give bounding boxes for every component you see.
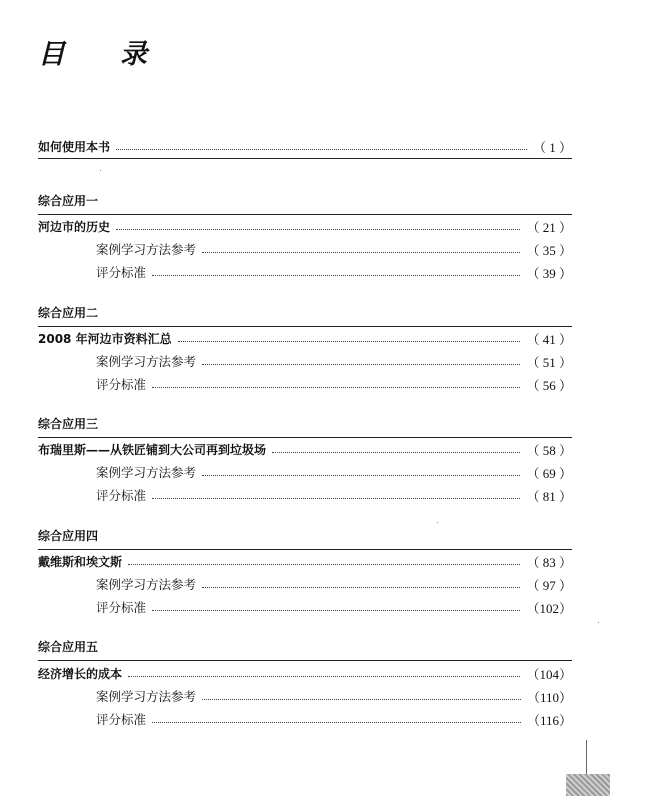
scan-speck	[100, 170, 101, 171]
toc-entry-sub[interactable]	[96, 575, 572, 593]
scan-speck	[437, 522, 438, 523]
dot-leader	[202, 252, 520, 253]
toc-entry-label: 评分标准	[96, 377, 147, 392]
dot-leader	[202, 475, 520, 476]
dot-leader	[202, 587, 520, 588]
toc-page-number: （ 83 ）	[526, 554, 572, 570]
toc-entry-main[interactable]	[38, 552, 572, 570]
dot-leader	[152, 275, 520, 276]
toc-page-number: （ 58 ）	[526, 442, 572, 458]
toc-entry-label: 评分标准	[96, 712, 147, 727]
toc-page-number: （ 35 ）	[526, 242, 572, 258]
toc-entry-label: 河边市的历史	[38, 219, 111, 234]
toc-entry-intro[interactable]	[38, 137, 572, 155]
dot-leader	[178, 341, 521, 342]
toc-page-number: （ 1 ）	[532, 139, 572, 155]
dot-leader	[152, 722, 521, 723]
toc-entry-label: 评分标准	[96, 600, 147, 615]
dot-leader	[202, 699, 521, 700]
toc-page-number: （ 69 ）	[526, 465, 572, 481]
toc-page-number: （104）	[526, 666, 572, 682]
dot-leader	[116, 229, 520, 230]
section-heading-4: 综合应用四	[38, 527, 572, 550]
divider	[38, 158, 572, 159]
toc-entry-label: 案例学习方法参考	[96, 465, 197, 480]
toc-page-number: （ 97 ）	[526, 577, 572, 593]
toc-entry-label: 如何使用本书	[38, 139, 111, 154]
dot-leader	[272, 452, 520, 453]
section-heading-2: 综合应用二	[38, 304, 572, 327]
toc-entry-sub[interactable]	[96, 375, 572, 393]
toc-entry-label: 案例学习方法参考	[96, 577, 197, 592]
toc-entry-sub[interactable]	[96, 598, 572, 616]
toc-page-number: （110）	[526, 689, 572, 705]
dot-leader	[116, 149, 527, 150]
toc-entry-main[interactable]	[38, 664, 572, 682]
title-char-1: 目	[38, 39, 65, 70]
toc-page-number: （ 81 ）	[526, 488, 572, 504]
toc-entry-label: 布瑞里斯——从铁匠铺到大公司再到垃圾场	[38, 442, 267, 457]
toc-entry-sub[interactable]	[96, 710, 572, 728]
toc-entry-label: 案例学习方法参考	[96, 354, 197, 369]
toc-entry-sub[interactable]	[96, 486, 572, 504]
page-thumb-tab	[566, 774, 610, 796]
section-heading-5: 综合应用五	[38, 638, 572, 661]
toc-entry-main[interactable]	[38, 329, 572, 347]
toc-entry-sub[interactable]	[96, 463, 572, 481]
toc-page-number: （ 56 ）	[526, 377, 572, 393]
toc-entry-label: 评分标准	[96, 488, 147, 503]
toc-entry-sub[interactable]	[96, 240, 572, 258]
toc-entry-label: 经济增长的成本	[38, 666, 123, 681]
dot-leader	[152, 610, 520, 611]
section-heading-1: 综合应用一	[38, 192, 572, 215]
toc-entry-label: 案例学习方法参考	[96, 242, 197, 257]
toc-entry-label: 2008 年河边市资料汇总	[38, 331, 172, 346]
toc-entry-main[interactable]	[38, 440, 572, 458]
scan-speck	[598, 622, 599, 623]
toc-entry-label: 戴维斯和埃文斯	[38, 554, 123, 569]
section-heading-3: 综合应用三	[38, 415, 572, 438]
dot-leader	[128, 564, 520, 565]
toc-entry-label: 案例学习方法参考	[96, 689, 197, 704]
toc-page-number: （ 41 ）	[526, 331, 572, 347]
dot-leader	[152, 387, 520, 388]
dot-leader	[128, 676, 520, 677]
toc-entry-main[interactable]	[38, 217, 572, 235]
title-char-2: 录	[120, 39, 147, 70]
toc-page-number: （ 21 ）	[526, 219, 572, 235]
toc-page-number: （102）	[526, 600, 572, 616]
dot-leader	[202, 364, 520, 365]
toc-entry-sub[interactable]	[96, 263, 572, 281]
toc-page-number: （ 51 ）	[526, 354, 572, 370]
toc-entry-sub[interactable]	[96, 687, 572, 705]
toc-page-number: （ 39 ）	[526, 265, 572, 281]
toc-entry-sub[interactable]	[96, 352, 572, 370]
toc-entry-label: 评分标准	[96, 265, 147, 280]
dot-leader	[152, 498, 520, 499]
toc-page-number: （116）	[526, 712, 572, 728]
